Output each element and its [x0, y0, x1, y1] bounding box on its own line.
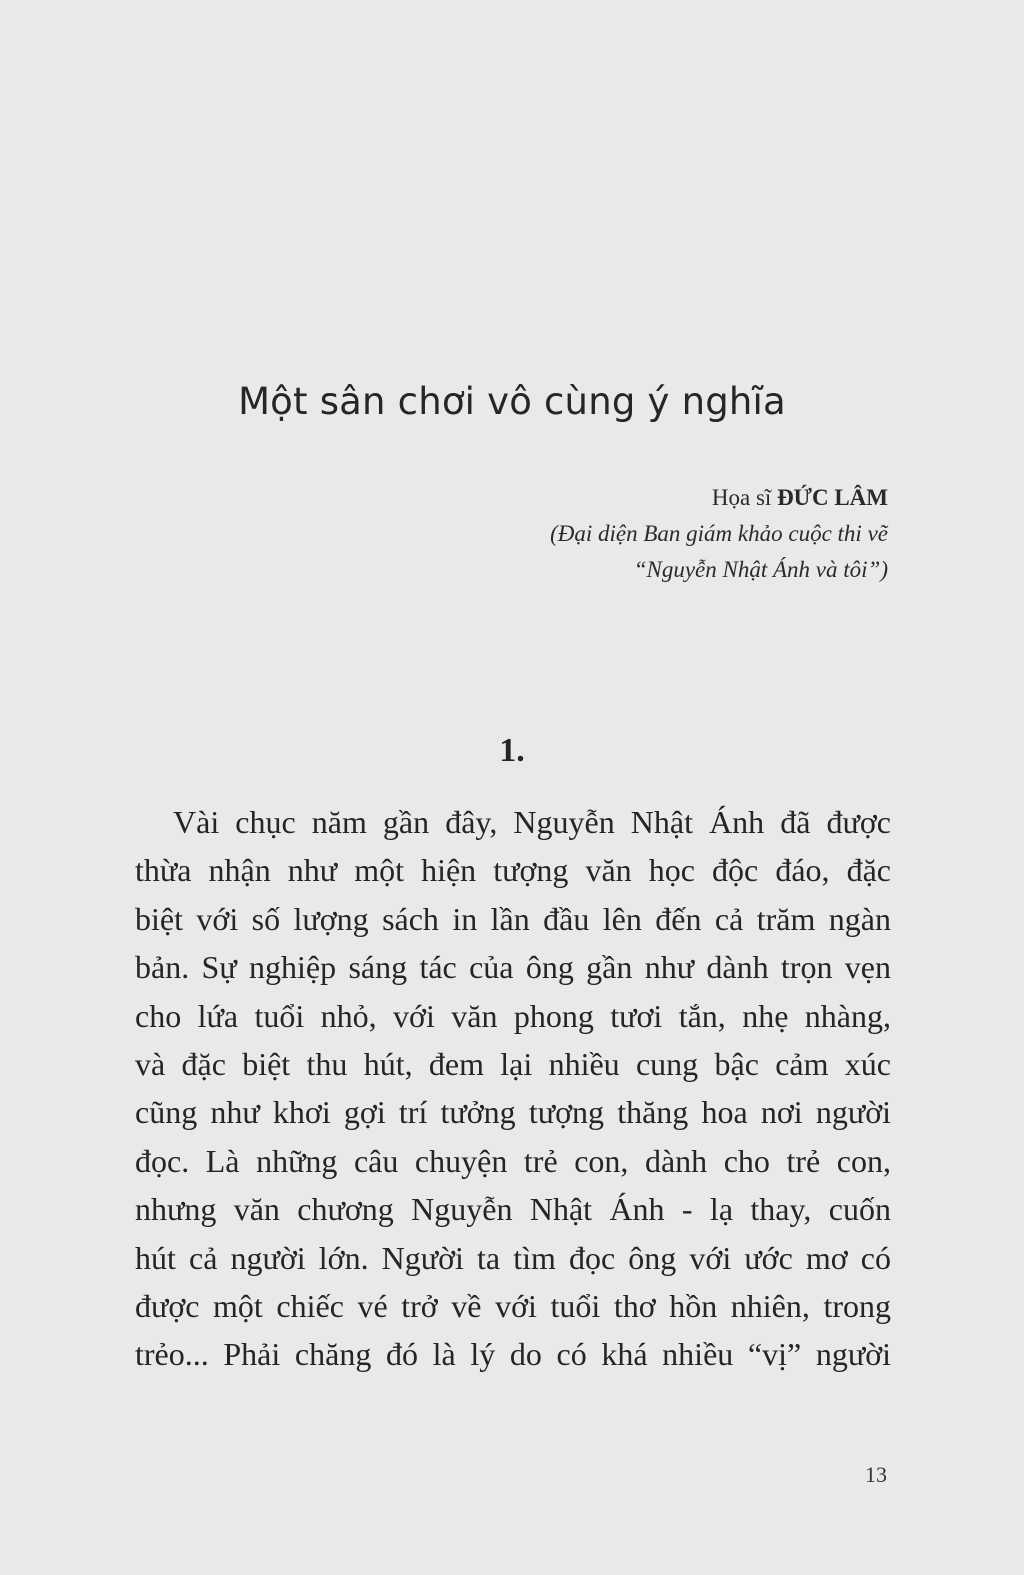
author-affiliation-line-2: “Nguyễn Nhật Ánh và tôi”): [633, 557, 888, 582]
body-line: đọc. Là những câu chuyện trẻ con, dành cho trẻ con,: [135, 1142, 891, 1179]
author-credit: [550, 480, 888, 516]
body-line: Vài chục năm gần đây, Nguyễn Nhật Ánh đã được: [173, 804, 891, 840]
author-name: ĐỨC LÂM: [777, 485, 888, 510]
body-line: và đặc biệt thu hút, đem lại nhiều cung bậc cảm xúc: [135, 1046, 891, 1083]
body-line: hút cả người lớn. Người ta tìm đọc ông với ước mơ có: [135, 1239, 891, 1276]
author-affiliation-line-1: (Đại diện Ban giám khảo cuộc thi vẽ: [550, 521, 888, 546]
body-line: bản. Sự nghiệp sáng tác của ông gần như dành trọn vẹn: [135, 949, 891, 986]
body-line: biệt với số lượng sách in lần đầu lên đến cả trăm ngàn: [135, 900, 891, 937]
body-line: thừa nhận như một hiện tượng văn học độc đáo, đặc: [135, 852, 891, 889]
chapter-title: Một sân chơi vô cùng ý nghĩa: [238, 380, 786, 423]
body-line: cũng như khơi gợi trí tưởng tượng thăng hoa nơi người: [135, 1094, 891, 1131]
page-number: 13: [865, 1462, 887, 1487]
author-byline: [550, 480, 888, 588]
body-line: được một chiếc vé trở về với tuổi thơ hồn nhiên, trong: [135, 1288, 891, 1325]
body-paragraph: [135, 798, 891, 1379]
section-number: 1.: [499, 732, 525, 769]
author-role: Họa sĩ: [711, 485, 778, 510]
body-line: trẻo... Phải chăng đó là lý do có khá nhiều “vị” người: [135, 1336, 891, 1373]
body-line: cho lứa tuổi nhỏ, với văn phong tươi tắn, nhẹ nhàng,: [135, 997, 891, 1034]
body-line: nhưng văn chương Nguyễn Nhật Ánh - lạ thay, cuốn: [135, 1191, 891, 1228]
